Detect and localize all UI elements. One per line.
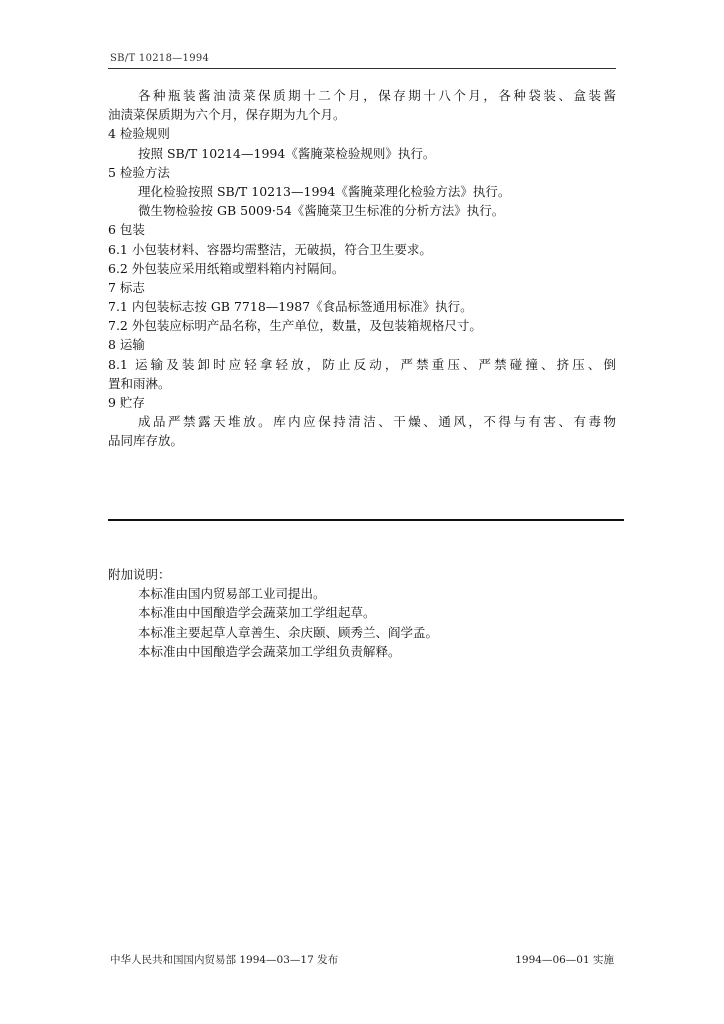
body-line: 置和雨淋。 bbox=[108, 375, 171, 391]
standard-code: SB/T 10218—1994 bbox=[110, 53, 210, 64]
header-divider bbox=[108, 68, 616, 69]
body-line: 6 包装 bbox=[108, 222, 145, 238]
body-line: 按照 SB/T 10214—1994《酱腌菜检验规则》执行。 bbox=[138, 145, 436, 161]
body-line: 6.1 小包装材料、容器均需整洁，无破损，符合卫生要求。 bbox=[108, 241, 432, 257]
body-line: 8 运输 bbox=[108, 337, 145, 353]
effective-date: 1994—06—01 实施 bbox=[515, 954, 614, 966]
body-line: 8.1 运输及装卸时应轻拿轻放，防止反动，严禁重压、严禁碰撞、挤压、倒 bbox=[108, 356, 616, 372]
body-line: 5 检验方法 bbox=[108, 164, 170, 180]
body-line: 品同库存放。 bbox=[108, 433, 184, 449]
body-line: 7 标志 bbox=[108, 279, 145, 295]
document-body bbox=[108, 86, 616, 451]
section-divider bbox=[108, 519, 624, 521]
body-line: 各种瓶装酱油渍菜保质期十二个月，保存期十八个月，各种袋装、盒装酱 bbox=[138, 88, 616, 103]
additional-notes bbox=[108, 565, 616, 661]
notes-line: 本标准由国内贸易部工业司提出。 bbox=[138, 586, 326, 602]
body-line: 7.2 外包装应标明产品名称，生产单位，数量，及包装箱规格尺寸。 bbox=[108, 318, 482, 334]
notes-line: 本标准主要起草人章善生、余庆颐、顾秀兰、阎学孟。 bbox=[138, 624, 439, 640]
body-line: 7.1 内包装标志按 GB 7718—1987《食品标签通用标准》执行。 bbox=[108, 299, 473, 315]
issue-statement: 中华人民共和国国内贸易部 1994—03—17 发布 bbox=[110, 954, 339, 966]
body-line: 成品严禁露天堆放。库内应保持清洁、干燥、通风，不得与有害、有毒物 bbox=[138, 414, 616, 430]
notes-line: 本标准由中国酿造学会蔬菜加工学组负责解释。 bbox=[138, 643, 401, 659]
body-line: 微生物检验按 GB 5009·54《酱腌菜卫生标准的分析方法》执行。 bbox=[138, 203, 505, 219]
body-line: 油渍菜保质期为六个月，保存期为九个月。 bbox=[108, 107, 346, 123]
notes-title: 附加说明： bbox=[108, 567, 171, 582]
body-line: 理化检验按照 SB/T 10213—1994《酱腌菜理化检验方法》执行。 bbox=[138, 183, 511, 199]
body-line: 6.2 外包装应采用纸箱或塑料箱内衬隔间。 bbox=[108, 260, 345, 276]
body-line: 9 贮存 bbox=[108, 395, 145, 410]
body-line: 4 检验规则 bbox=[108, 126, 170, 142]
notes-line: 本标准由中国酿造学会蔬菜加工学组起草。 bbox=[138, 605, 376, 621]
